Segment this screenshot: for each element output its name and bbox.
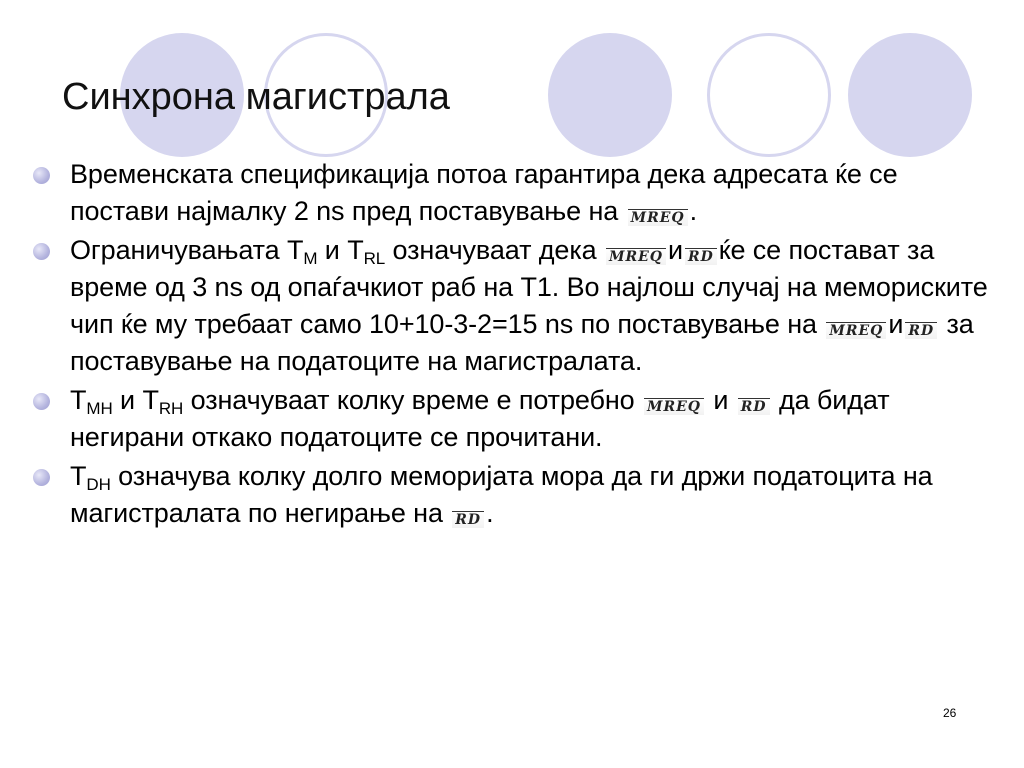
bullet-2-part-d: и [667, 235, 683, 265]
mreq-signal: MREQ [606, 248, 666, 265]
bullet-4-part-b: означува колку долго меморијата мора да ги држи податоцита на магистралата по негирање на [70, 461, 933, 528]
bullet-2-part-e: ќе се поставaт за време од 3 ns од опаѓачкиот раб на T1. Во најлош случај на мемориските чип ќе му требаат само 10+10-3-2=15 ns по поставување на [70, 235, 988, 339]
rd-signal: RD [738, 398, 770, 415]
bullet-3-part-c: означуваат колку време е потребно [183, 385, 635, 415]
bullet-4-part-a: T [70, 461, 87, 491]
bullet-3-part-d: и [705, 385, 736, 415]
decor-circle-3 [548, 33, 672, 157]
bullet-2-part-f: и [888, 309, 904, 339]
rd-signal: RD [452, 511, 484, 528]
bullet-2-part-b: и T [317, 235, 364, 265]
bullet-item-1 [30, 156, 990, 230]
subscript-m: M [303, 249, 318, 268]
bullet-dot-icon [33, 469, 50, 486]
bullet-2-part-g: за поставување на податоците на магистралата. [70, 309, 974, 376]
slide-title: Синхрона магистрала [62, 76, 450, 118]
decor-circle-5 [848, 33, 972, 157]
bullet-1-end: . [689, 196, 697, 226]
decor-circle-4 [707, 33, 831, 157]
bullet-3-part-b: и T [112, 385, 159, 415]
subscript-rl: RL [363, 249, 386, 268]
bullet-item-4 [30, 458, 990, 532]
rd-signal: RD [685, 248, 717, 265]
mreq-signal: MREQ [644, 398, 704, 415]
bullet-2-part-c: означуваат дека [385, 235, 597, 265]
bullet-3-part-a: T [70, 385, 87, 415]
page-number: 26 [943, 706, 957, 720]
bullet-dot-icon [33, 243, 50, 260]
bullet-dot-icon [33, 167, 50, 184]
bullet-item-3 [30, 382, 990, 456]
subscript-dh: DH [86, 475, 111, 494]
bullet-3-part-e: да бидат негирани откако податоците се прочитани. [70, 385, 890, 452]
rd-signal: RD [905, 322, 937, 339]
bullet-list [30, 156, 990, 534]
subscript-mh: MH [86, 399, 113, 418]
bullet-4-end: . [486, 498, 494, 528]
mreq-signal: MREQ [826, 322, 886, 339]
bullet-item-2 [30, 232, 990, 380]
mreq-signal: MREQ [628, 209, 688, 226]
subscript-rh: RH [158, 399, 184, 418]
bullet-1-text: Временската спецификација потоа гарантира дека адресата ќе се постави најмалку 2 ns пред поставување на [70, 159, 898, 226]
bullet-2-part-a: Ограничувањата T [70, 235, 304, 265]
bullet-dot-icon [33, 393, 50, 410]
